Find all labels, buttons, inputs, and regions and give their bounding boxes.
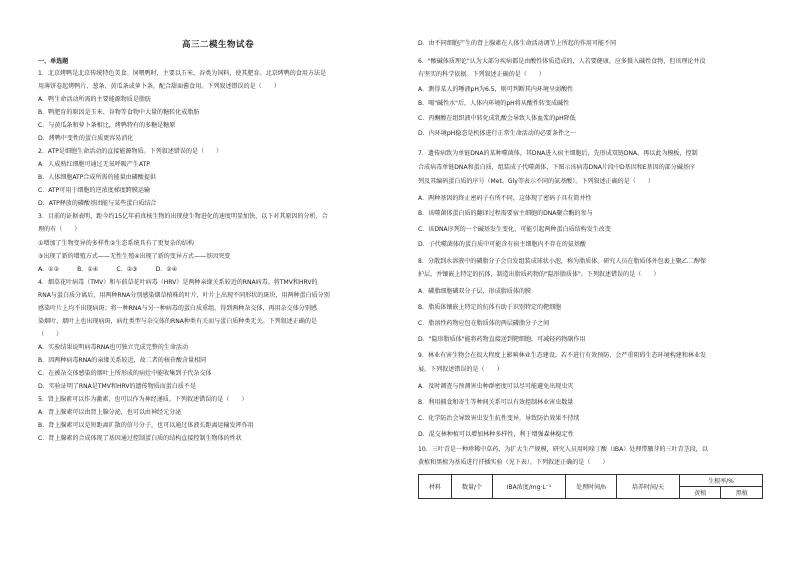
- text-line: 5．肾上腺素可以作为激素，也可以作为神经递质。下列叙述错误的是（ ）: [38, 396, 248, 403]
- page-title: 高三二模生物试卷: [181, 40, 254, 50]
- text-line: 染烟叶，烟叶上也出现病斑，病灶类型与杂交体的RNA种类有关而与蛋白质种类无关。下列叙述正确的是: [38, 318, 317, 325]
- text-line: A．鸭生命活动所需的主要能源物质是脂肪: [38, 96, 151, 103]
- text-line: 合成病毒单链DNA和蛋白质，组装成子代噬菌体，下图示该病毒DNA片段中D基因和E基因的部分碱基序: [418, 164, 695, 171]
- text-line: 列及其编码蛋白质的序号（Met、Gly等表示不同的氨基酸）。下列叙述正确的是（ ）: [418, 178, 654, 185]
- text-line: C．该DNA序列的一个碱基发生变化，可能引起两种蛋白质结构发生改变: [418, 226, 611, 233]
- table-row: [419, 475, 763, 487]
- text-line: ①增加了生物变异的多样性②生态系统具有了更复杂的结构: [38, 240, 194, 247]
- text-line: 6．"酸碱体质理论"认为大部分疾病都是由酸性体质造成的，人若要健康，应多摄入碱性食物，但该理论并没: [418, 58, 706, 65]
- text-line: B．肾上腺素可以是短距离扩散的信号分子，也可以通过体液长距离运输发挥作用: [38, 422, 254, 429]
- table-header-cell: IBA浓度/mg·L⁻¹: [493, 475, 566, 499]
- text-line: D．由不同细胞产生的肾上腺素在人体生命活动调节上所起的作用可能不同: [418, 40, 617, 47]
- text-line: B．该噬菌体蛋白质的翻译过程需要宿主细胞的DNA聚合酶的参与: [418, 210, 593, 217]
- table-header-cell: 处理时间/h: [566, 475, 617, 499]
- text-line: D．"隐形脂质体"能将药物直接送到靶细胞，可减轻药物副作用: [418, 336, 586, 343]
- text-line: A．测得某人的唾液pH为6.5，则可判断其内环境呈弱酸性: [418, 86, 574, 93]
- text-line: D．内环境pH稳态是机体进行正常生命活动的必要条件之一: [418, 130, 577, 137]
- text-line: C．在被杂交体感染的烟叶上所形成的病灶中能收集到子代杂交体: [38, 370, 212, 377]
- text-line: 7．遗传病致为单链DNA的某种噬菌体，其DNA进入宿主细胞后，先形成双链DNA，再以此为模板，控制: [418, 150, 698, 157]
- text-line: 2．ATP是细胞生命活动的直接能源物质。下列叙述错误的是（ ）: [38, 148, 223, 155]
- q10-table: [418, 474, 763, 499]
- table-header-cell: 数量/个: [452, 475, 493, 499]
- text-line: RNA与蛋白质分离后，用两种RNA分别感染烟草植株的叶片，叶片上出现不同形状的斑块，用两种蛋白质分别: [38, 292, 330, 299]
- text-line: D．子代噬菌体的蛋白质中可能含有宿主细胞内不存在的氨基酸: [418, 241, 586, 248]
- text-line: 有坚实的科学依据。下列叙述正确的是（ ）: [418, 71, 545, 78]
- table-header-cell: 材料: [419, 475, 452, 499]
- text-line: 护层，并镶嵌上特定的抗体，制造出脂质药物的"隐形脂质体"。下列叙述错误的是（ ）: [418, 271, 660, 278]
- text-line: （ ）: [38, 331, 63, 338]
- text-line: A．人成熟红细胞可通过无氧呼吸产生ATP: [38, 161, 150, 168]
- text-line: 感染叶片上均不出现病斑；将一种RNA与另一种病毒的蛋白质重组，得到两种杂交体，再用杂交体分别感: [38, 305, 317, 312]
- text-line: D．混交林种植可以增加林种多样性，利于增强森林稳定性: [418, 431, 574, 438]
- section-heading: 一、单选题: [38, 58, 69, 65]
- text-line: 10．三叶青是一种珍稀中草药，为扩大生产规模，研究人员用吲哚丁酸（IBA）处理带腋芽的三叶青茎段，以: [418, 446, 708, 453]
- text-line: D．ATP释放的磷酸基团能与某些蛋白质结合: [38, 200, 157, 207]
- text-line: 3．目前的证据表明，距今约15亿年前真核生物的出现使生物进化的速度明显加快，以下对其原因的分析，合: [38, 213, 328, 220]
- text-line: A．①② B．①④ C．②③ D．②④: [38, 266, 178, 273]
- text-line: 黄植和黑植为基质进行扦插实验（见下表）。下列叙述正确的是（ ）: [418, 459, 609, 466]
- text-line: D．实验证明了RNA是TMV和HRV的遗传物质而蛋白质不是: [38, 383, 197, 390]
- table-subheader-cell: 黄植: [680, 487, 721, 499]
- text-line: B．因两种病毒RNA的亲缘关系较近，故二者的核苷酸含量相同: [38, 357, 207, 364]
- text-line: 理的有（ ）: [38, 226, 81, 233]
- text-line: B．喝"碱性水"后，人体内环境的pH将从酸性转变成碱性: [418, 100, 570, 107]
- text-line: 8．分散到水溶液中的磷脂分子会自发组装成球状小泡，称为脂质体。研究人员在脂质体外包裹上聚乙二醇保: [418, 258, 707, 265]
- text-line: 用薄饼卷起烤鸭片、葱条、黄瓜条或萝卜条，配合甜面酱食用。下列叙述错误的是（ ）: [38, 83, 280, 90]
- text-line: ③出现了新的增殖方式——无性生殖④出现了新的变异方式——基因突变: [38, 253, 231, 260]
- text-line: C．脂溶性药物应包在脂质体的两层磷脂分子之间: [418, 320, 550, 327]
- text-line: 展。下列叙述错误的是（ ）: [418, 366, 503, 373]
- text-line: C．丙酮酸在组织液中转化成乳酸会导致人体血浆的pH降低: [418, 115, 576, 122]
- text-line: 9．林业有害生物会在很大程度上影响林业生态建设，若不进行有效预防，会严重阻碍生态环境构建和林业发: [418, 352, 707, 359]
- text-line: A．实验结果说明病毒RNA也可独立完成完整的生命活动: [38, 344, 189, 351]
- text-line: C．肾上腺素的合成体现了基因通过控制蛋白质的结构直接控制生物体的性状: [38, 435, 242, 442]
- text-line: A．及时调查与预测害虫种群密度可以尽可能避免出现虫灾: [418, 383, 574, 390]
- text-line: A．肾上腺素可以由肾上腺分泌，也可以由神经元分泌: [38, 409, 182, 416]
- text-line: A．两种基因的终止密码子有所不同，这体现了密码子具有简并性: [418, 195, 592, 202]
- table-header-cell: 培养时间/天: [617, 475, 680, 499]
- text-line: 1．北京烤鸭是北京传统特色美食。饲喂鸭时，主要以玉米、谷类为饲料，使其肥育。北京烤鸭的食用方法是: [38, 70, 327, 77]
- text-line: C．与黄瓜条和萝卜条相比，烤鸭特有的多糖是糖原: [38, 122, 176, 129]
- text-line: B．脂质体镶嵌上特定的抗体有助于识别特定的靶细胞: [418, 304, 562, 311]
- text-line: B．鸭肥育的原因是玉米、谷物等食物中大量的糖转化成脂肪: [38, 109, 200, 116]
- text-line: B．人体细胞ATP合成所需的能量由磷酸提供: [38, 174, 156, 181]
- table-subheader-cell: 黑植: [721, 487, 763, 499]
- table-header-cell: 生根率/%: [680, 475, 763, 487]
- text-line: C．ATP可用于细胞的逆浓度梯度跨膜运输: [38, 187, 150, 194]
- text-line: C．化学防治会导致害虫发生抗性变异，导致防治效果不持续: [418, 415, 580, 422]
- text-line: 4．烟草花叶病毒（TMV）和车前草花叶病毒（HRV）是两种亲缘关系较近的RNA病毒。将TMV和HRV的: [38, 279, 318, 286]
- text-line: A．磷脂细胞磷双分子层，形成脂质体的膜: [418, 288, 531, 295]
- text-line: D．烤鸭中变性的蛋白质更容易消化: [38, 135, 134, 142]
- text-line: B．利用捕食和寄生等种间关系可以有效控制林业害虫数量: [418, 399, 574, 406]
